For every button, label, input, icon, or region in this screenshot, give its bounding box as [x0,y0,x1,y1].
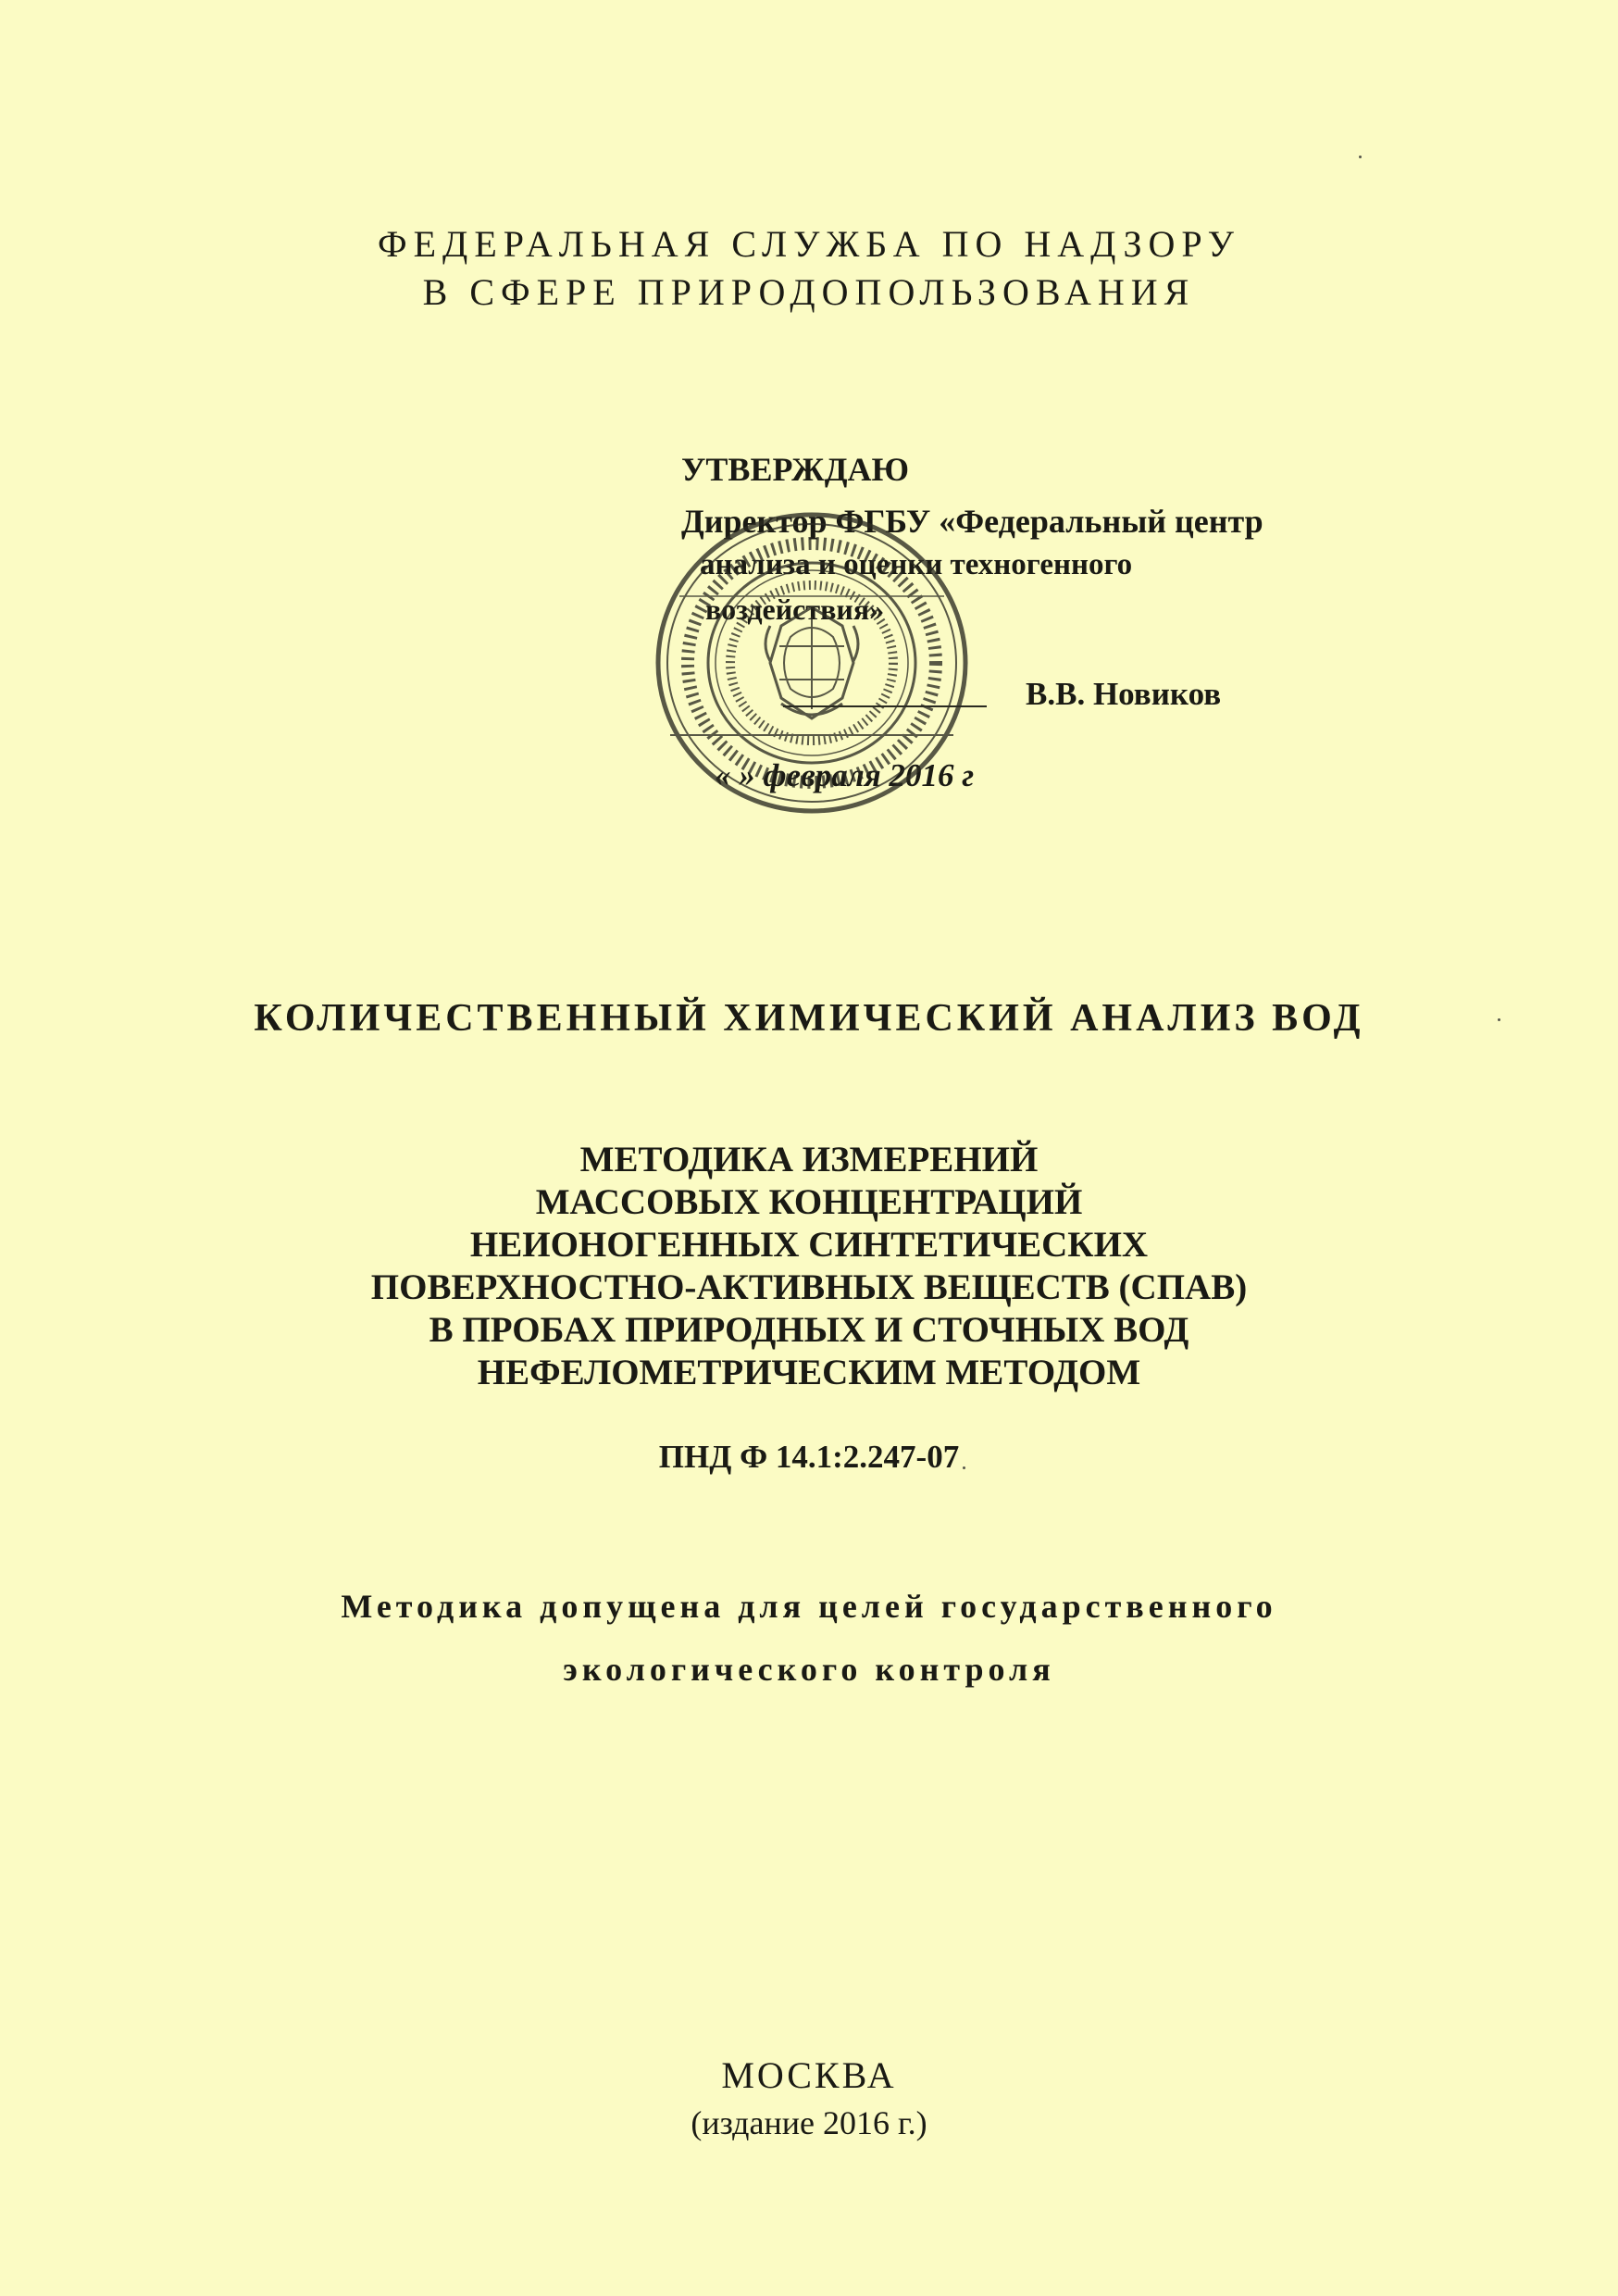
title-line-1: МЕТОДИКА ИЗМЕРЕНИЙ [579,1140,1039,1179]
approval-heading: УТВЕРЖДАЮ [681,451,910,488]
title-line-3: НЕИОНОГЕННЫХ СИНТЕТИЧЕСКИХ [469,1225,1149,1265]
note-line-1: Методика допущена для целей государственного [341,1588,1277,1625]
note-line-2: экологического контроля [563,1651,1055,1688]
approval-position-3: воздействия» [705,593,885,626]
approval-position-2: анализа и оценки техногенного [700,548,1133,581]
main-heading: КОЛИЧЕСТВЕННЫЙ ХИМИЧЕСКИЙ АНАЛИЗ ВОД [254,997,1364,1040]
title-line-5: В ПРОБАХ ПРИРОДНЫХ И СТОЧНЫХ ВОД [429,1310,1189,1350]
title-line-6: НЕФЕЛОМЕТРИЧЕСКИМ МЕТОДОМ [477,1353,1141,1392]
approval-position-1: Директор ФГБУ «Федеральный центр [681,503,1263,540]
title-line-4: ПОВЕРХНОСТНО-АКТИВНЫХ ВЕЩЕСТВ (СПАВ) [370,1267,1248,1307]
document-code: ПНД Ф 14.1:2.247-07 [658,1439,960,1475]
scan-speck [963,1466,965,1469]
city: МОСКВА [721,2054,897,2096]
agency-line-2: В СФЕРЕ ПРИРОДОПОЛЬЗОВАНИЯ [422,271,1196,313]
scan-speck [1498,1018,1500,1021]
edition: (издание 2016 г.) [691,2104,927,2141]
title-line-2: МАССОВЫХ КОНЦЕНТРАЦИЙ [535,1182,1083,1222]
scan-speck [1359,156,1362,158]
agency-line-1: ФЕДЕРАЛЬНАЯ СЛУЖБА ПО НАДЗОРУ [378,223,1240,265]
approval-signatory: В.В. Новиков [1026,676,1222,712]
official-seal-stamp [652,507,975,818]
approval-date: « » февраля 2016 г [715,757,975,793]
